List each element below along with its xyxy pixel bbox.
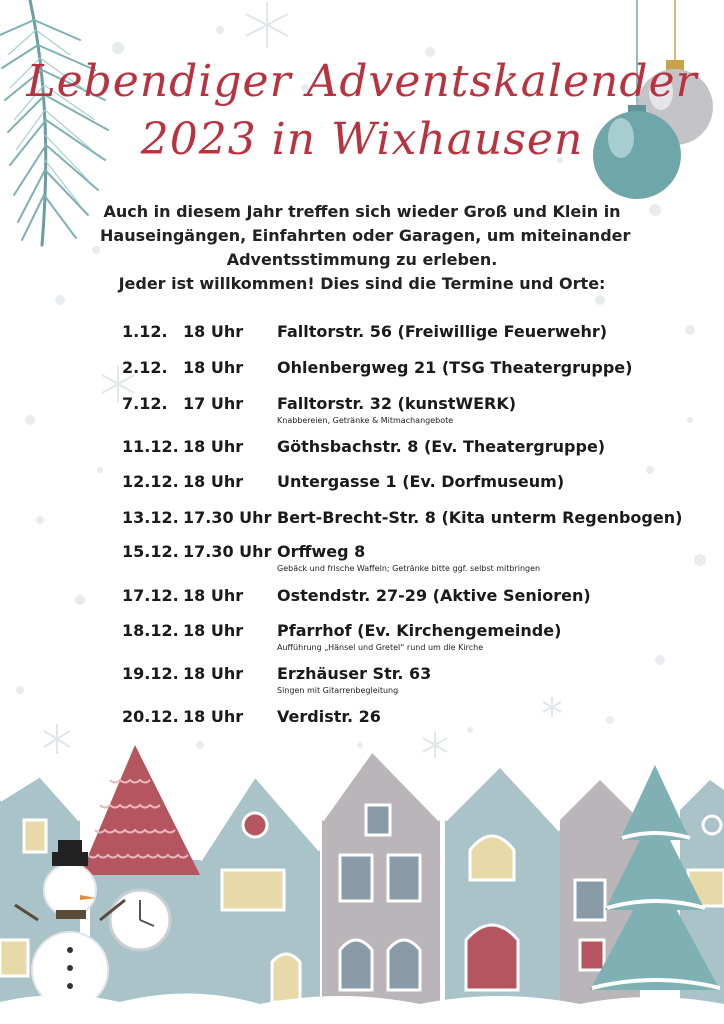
event-date: 13.12. <box>122 508 179 527</box>
event-time: 18 Uhr <box>183 322 244 341</box>
event-location: Göthsbachstr. 8 (Ev. Theatergruppe) <box>277 437 606 456</box>
event-date: 20.12. <box>122 707 179 726</box>
page-title-line-1: Lebendiger Adventskalender <box>26 56 698 107</box>
event-note: Singen mit Gitarrenbegleitung <box>277 686 399 695</box>
event-time: 17.30 Uhr <box>183 542 272 561</box>
event-date: 15.12. <box>122 542 179 561</box>
event-location: Untergasse 1 (Ev. Dorfmuseum) <box>277 472 565 491</box>
snowflake-icon <box>236 0 298 50</box>
event-location: Bert-Brecht-Str. 8 (Kita unterm Regenbogen) <box>277 508 683 527</box>
event-location: Erzhäuser Str. 63 <box>277 664 432 683</box>
house <box>445 765 560 1024</box>
event-time: 18 Uhr <box>183 437 244 456</box>
event-location: Ohlenbergweg 21 (TSG Theatergruppe) <box>277 358 633 377</box>
event-time: 18 Uhr <box>183 586 244 605</box>
intro-line: Hauseingängen, Einfahrten oder Garagen, um miteinander <box>100 226 631 245</box>
event-date: 19.12. <box>122 664 179 683</box>
intro-line: Jeder ist willkommen! Dies sind die Termine und Orte: <box>118 274 606 293</box>
snowflake-icon <box>540 695 564 719</box>
clock-icon <box>110 890 170 950</box>
event-time: 17.30 Uhr <box>183 508 272 527</box>
event-location: Verdistr. 26 <box>277 707 381 726</box>
event-location: Ostendstr. 27-29 (Aktive Senioren) <box>277 586 591 605</box>
event-date: 12.12. <box>122 472 179 491</box>
event-date: 11.12. <box>122 437 179 456</box>
event-time: 17 Uhr <box>183 394 244 413</box>
event-date: 18.12. <box>122 621 179 640</box>
event-location: Pfarrhof (Ev. Kirchengemeinde) <box>277 621 562 640</box>
intro-line: Adventsstimmung zu erleben. <box>226 250 498 269</box>
event-note: Gebäck und frische Waffeln; Getränke bitte ggf. selbst mitbringen <box>277 564 541 573</box>
event-note: Aufführung „Hänsel und Gretel“ rund um die Kirche <box>277 643 484 652</box>
event-location: Orffweg 8 <box>277 542 366 561</box>
village-illustration <box>0 740 724 1024</box>
event-date: 7.12. <box>122 394 168 413</box>
house <box>322 750 440 1024</box>
event-date: 1.12. <box>122 322 168 341</box>
event-time: 18 Uhr <box>183 358 244 377</box>
event-date: 17.12. <box>122 586 179 605</box>
event-date: 2.12. <box>122 358 168 377</box>
event-time: 18 Uhr <box>183 621 244 640</box>
intro-text <box>100 200 631 296</box>
page-title-line-2: 2023 in Wixhausen <box>140 114 584 165</box>
event-note: Knabbereien, Getränke & Mitmachangebote <box>277 416 454 425</box>
event-location: Falltorstr. 32 (kunstWERK) <box>277 394 517 413</box>
event-time: 18 Uhr <box>183 472 244 491</box>
event-location: Falltorstr. 56 (Freiwillige Feuerwehr) <box>277 322 608 341</box>
house <box>200 775 320 1024</box>
event-time: 18 Uhr <box>183 707 244 726</box>
intro-line: Auch in diesem Jahr treffen sich wieder Groß und Klein in <box>103 202 621 221</box>
event-time: 18 Uhr <box>183 664 244 683</box>
